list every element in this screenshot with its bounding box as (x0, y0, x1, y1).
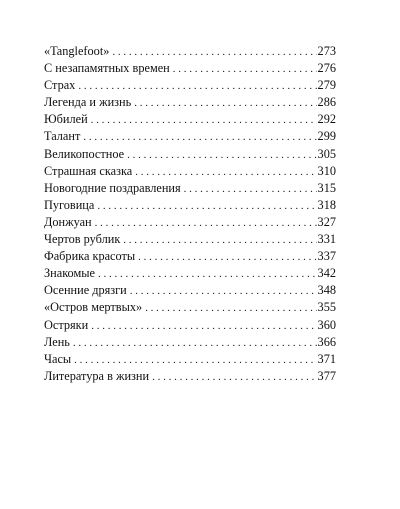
toc-entry (44, 111, 336, 128)
dot-leader (138, 249, 316, 265)
toc-entry (44, 163, 336, 180)
toc-entry-page: 286 (317, 95, 336, 110)
toc-entry-title: Лень (44, 334, 70, 349)
toc-entry-title: Пуговица (44, 197, 95, 212)
toc-entry (44, 94, 336, 111)
toc-entry-title: Страх (44, 78, 76, 93)
toc-entry-title: Новогодние поздравления (44, 180, 181, 195)
toc-entry-page: 292 (317, 112, 336, 127)
dot-leader (152, 369, 316, 385)
toc-entry-page: 331 (317, 232, 336, 247)
toc-entry-title: Часы (44, 351, 72, 366)
toc-entry-page: 315 (317, 180, 336, 195)
toc-entry (44, 282, 336, 299)
toc-entry (44, 180, 336, 197)
toc-entry (44, 231, 336, 248)
dot-leader (130, 283, 317, 299)
dot-leader (134, 95, 316, 111)
toc-entry-page: 377 (317, 368, 336, 383)
toc-entry-title: Чертов рублик (44, 232, 121, 247)
dot-leader (97, 198, 316, 214)
toc-entry-title: Легенда и жизнь (44, 95, 132, 110)
toc-entry (44, 299, 336, 316)
toc-entry (44, 43, 336, 60)
toc-entry (44, 265, 336, 282)
toc-entry-title: Фабрика красоты (44, 249, 136, 264)
toc-entry (44, 248, 336, 265)
toc-entry-page: 342 (317, 266, 336, 281)
toc-entry-page: 276 (317, 61, 336, 76)
toc-entry-page: 348 (317, 283, 336, 298)
dot-leader (123, 232, 316, 248)
toc-entry-page: 360 (317, 317, 336, 332)
toc-entry (44, 60, 336, 77)
dot-leader (74, 352, 316, 368)
toc-entry (44, 146, 336, 163)
dot-leader (98, 266, 317, 282)
toc-entry-page: 355 (317, 300, 336, 315)
toc-entry-title: Осенние дрязги (44, 283, 127, 298)
toc-entry-title: Талант (44, 129, 81, 144)
dot-leader (78, 78, 316, 94)
toc-entry-title: Литература в жизни (44, 368, 150, 383)
toc-entry-title: Донжуан (44, 214, 92, 229)
dot-leader (95, 215, 317, 231)
table-of-contents (44, 43, 336, 385)
toc-entry (44, 351, 336, 368)
dot-leader (145, 300, 316, 316)
toc-entry-title: «Tanglefoot» (44, 44, 110, 58)
toc-entry (44, 214, 336, 231)
toc-entry-page: 327 (317, 214, 336, 229)
toc-entry-page: 273 (317, 44, 336, 58)
toc-entry-title: Юбилей (44, 112, 88, 127)
toc-entry-title: Остряки (44, 317, 89, 332)
dot-leader (112, 44, 316, 60)
dot-leader (173, 61, 317, 77)
toc-entry (44, 334, 336, 351)
dot-leader (184, 181, 317, 197)
toc-entry (44, 317, 336, 334)
dot-leader (83, 129, 316, 145)
toc-entry-page: 305 (317, 146, 336, 161)
toc-entry (44, 368, 336, 385)
toc-entry-page: 279 (317, 78, 336, 93)
toc-entry-title: Великопостное (44, 146, 125, 161)
dot-leader (73, 335, 317, 351)
toc-entry (44, 128, 336, 145)
toc-entry-title: Знакомые (44, 266, 95, 281)
toc-entry-title: «Остров мертвых» (44, 300, 143, 315)
toc-entry-page: 299 (317, 129, 336, 144)
toc-entry-title: С незапамятных времен (44, 61, 170, 76)
dot-leader (91, 112, 317, 128)
toc-entry-page: 371 (317, 351, 336, 366)
toc-entry-page: 366 (317, 334, 336, 349)
toc-entry-page: 310 (317, 163, 336, 178)
toc-entry (44, 77, 336, 94)
dot-leader (127, 147, 316, 163)
dot-leader (135, 164, 316, 180)
toc-entry-page: 318 (317, 197, 336, 212)
toc-entry (44, 197, 336, 214)
dot-leader (91, 318, 316, 334)
toc-entry-page: 337 (317, 249, 336, 264)
toc-entry-title: Страшная сказка (44, 163, 133, 178)
